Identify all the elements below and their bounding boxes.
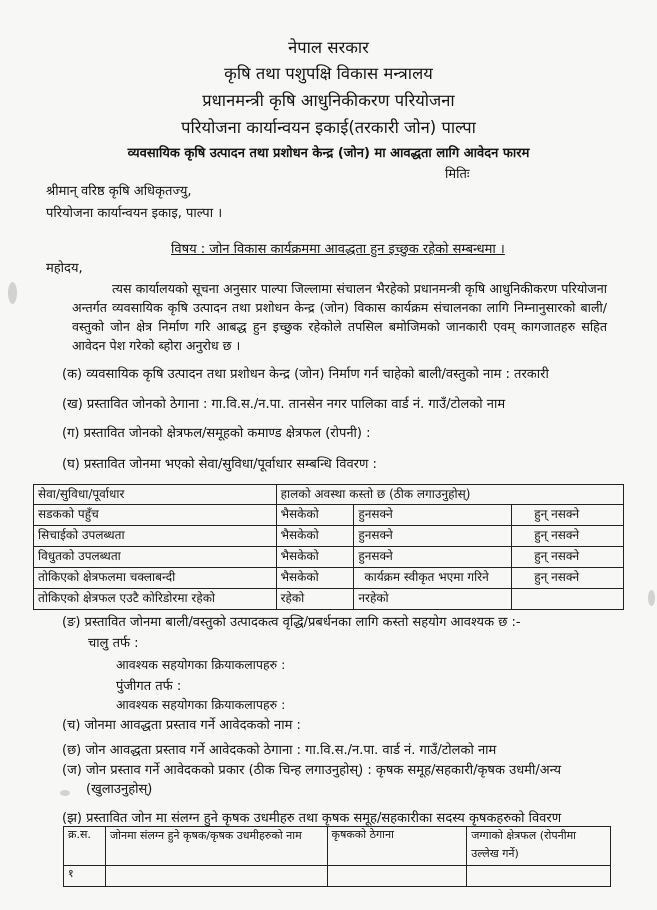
subject-line: विषय : जोन विकास कार्यक्रममा आवद्धता हुन इच्छुक रहेको सम्बन्धमा । (171, 242, 505, 257)
body-paragraph: त्यस कार्यालयको सूचना अनुसार पाल्पा जिल्लामा संचालन भैरहेको प्रधानमन्त्री कृषि आधुनिकीकरण परियोजना अन्तर्गत व्यवसायिक कृषि उत्पादन तथा प्रशोधन केन्द्र (जोन) विकास कार्यक्रम संचालनका लागि निम्नानुसारको बाली/वस्तुको जोन क्षेत्र निर्माण गरि आबद्ध हुन इच्छुक रहेकोले तपसिल बमोजिमको जानकारी एवम् कागजातहरु सहित आवेदन पेश गरेको ब्होरा अनुरोध छ । (72, 281, 607, 353)
scan-smudge (8, 282, 17, 304)
status-option[interactable] (512, 589, 624, 610)
item-cha: (च) जोनमा आवद्धता प्रस्ताव गर्ने आवेदकको नाम : (62, 718, 301, 733)
table-header-cell: जग्गाको क्षेत्रफल (रोपनीमा उल्लेख गर्ने) (467, 827, 611, 866)
status-option[interactable]: हुनसक्ने (354, 505, 512, 526)
header-government: नेपाल सरकार (288, 38, 369, 57)
scan-smudge (60, 790, 70, 796)
status-option[interactable]: हुन् नसक्ने (512, 526, 624, 547)
item-chha: (छ) जोन आवद्धता प्रस्ताव गर्ने आवेदकको ठेगाना : गा.वि.स./न.पा. वार्ड नं. गाउँ/टोलको नाम (62, 743, 497, 758)
member-address-cell[interactable] (327, 866, 467, 887)
facility-name: तोकिएको क्षेत्रफलमा चक्लाबन्दी (34, 568, 277, 589)
header-unit: परियोजना कार्यान्वयन इकाई(तरकारी जोन) पाल्पा (181, 118, 476, 137)
status-option[interactable]: हुनसक्ने (354, 547, 512, 568)
table-header-cell: कृषकको ठेगाना (327, 827, 467, 866)
addressee-line1: श्रीमान् वरिष्ठ कृषि अधिकृतज्यु, (46, 184, 192, 199)
table-row (34, 589, 624, 610)
item-ka: (क) व्यवसायिक कृषि उत्पादन तथा प्रशोधन केन्द्र (जोन) निर्माण गर्न चाहेको बाली/वस्तुको नाम : तरकारी (62, 367, 549, 382)
status-option[interactable]: भैसकेको (276, 505, 354, 526)
table-header-cell: जोनमा संलग्न हुने कृषक/कृषक उधमीहरुको नाम (105, 827, 327, 866)
salutation: महोदय, (46, 261, 83, 276)
table-header-row (34, 485, 624, 505)
member-name-cell[interactable] (105, 866, 327, 887)
facility-name: तोकिएको क्षेत्रफल एउटै कोरिडोरमा रहेको (34, 589, 277, 610)
scan-smudge (648, 590, 655, 606)
addressee-line2: परियोजना कार्यान्वयन इकाइ, पाल्पा । (46, 206, 223, 221)
members-table (63, 826, 611, 887)
table-header-cell: हालको अवस्था कस्तो छ (ठीक लगाउनुहोस्) (276, 485, 623, 505)
item-nga: (ङ) प्रस्तावित जोनमा बाली/वस्तुको उत्पादकत्व वृद्धि/प्रबर्धनका लागि कस्तो सहयोग आवश्यक छ :- (62, 615, 521, 630)
item-ja: (ज) जोन प्रस्ताव गर्ने आवेदकको प्रकार (ठीक चिन्ह लगाउनुहोस्) : कृषक समूह/सहकारी/कृषक उधमी/अन्य (62, 763, 562, 778)
item-jha: (झ) प्रस्तावित जोन मा संलग्न हुने कृषक उधमीहरु तथा कृषक समूह/सहकारीका सदस्य कृषकहरुको विवरण (62, 811, 562, 826)
item-gha: (घ) प्रस्तावित जोनमा भएको सेवा/सुविधा/पूर्वाधार सम्बन्धि विवरण : (62, 457, 377, 472)
status-option[interactable]: हुन् नसक्ने (512, 505, 624, 526)
table-header-row (64, 827, 611, 866)
current-side-label: चालु तर्फ : (88, 636, 139, 651)
capital-side-label: पुंजीगत तर्फ : (116, 679, 182, 694)
member-land-cell[interactable] (467, 866, 611, 887)
item-kha: (ख) प्रस्तावित जोनको ठेगाना : गा.वि.स./न.पा. तानसेन नगर पालिका वार्ड नं. गाउँ/टोलको नाम (62, 397, 506, 412)
status-option[interactable]: हुनसक्ने (354, 526, 512, 547)
item-ga: (ग) प्रस्तावित जोनको क्षेत्रफल/समूहको कमाण्ड क्षेत्रफल (रोपनी) : (62, 426, 371, 441)
table-row (34, 505, 624, 526)
status-option[interactable]: नरहेको (354, 589, 512, 610)
table-header-cell: सेवा/सुविधा/पूर्वाधार (34, 485, 277, 505)
status-option[interactable]: हुन् नसक्ने (512, 547, 624, 568)
header-ministry: कृषि तथा पशुपक्षि विकास मन्त्रालय (224, 64, 433, 83)
date-label: मितिः (445, 167, 470, 182)
status-option[interactable]: भैसकेको (276, 526, 354, 547)
status-option[interactable]: भैसकेको (276, 547, 354, 568)
facility-name: सडकको पहुँच (34, 505, 277, 526)
table-row (34, 547, 624, 568)
table-row (34, 568, 624, 589)
status-option[interactable]: भैसकेको (276, 568, 354, 589)
item-ja-cont: (खुलाउनुहोस्) (86, 782, 153, 797)
status-option[interactable]: कार्यक्रम स्वीकृत भएमा गरिने (354, 568, 512, 589)
header-project: प्रधानमन्त्री कृषि आधुनिकीकरण परियोजना (202, 91, 455, 110)
form-title: व्यवसायिक कृषि उत्पादन तथा प्रशोधन केन्द्र (जोन) मा आवद्धता लागि आवेदन फारम (127, 146, 530, 161)
facility-name: सिचाईको उपलब्धता (34, 526, 277, 547)
facilities-table (33, 484, 624, 610)
facility-name: विधुतको उपलब्धता (34, 547, 277, 568)
status-option[interactable]: हुन् नसक्ने (512, 568, 624, 589)
capital-activities-label: आवश्यक सहयोगका क्रियाकलापहरु : (116, 697, 286, 712)
row-number: १ (64, 866, 106, 887)
status-option[interactable]: रहेको (276, 589, 354, 610)
table-row (34, 526, 624, 547)
table-header-cell: क्र.स. (64, 827, 106, 866)
current-activities-label: आवश्यक सहयोगका क्रियाकलापहरु : (116, 657, 286, 672)
table-row (64, 866, 611, 887)
